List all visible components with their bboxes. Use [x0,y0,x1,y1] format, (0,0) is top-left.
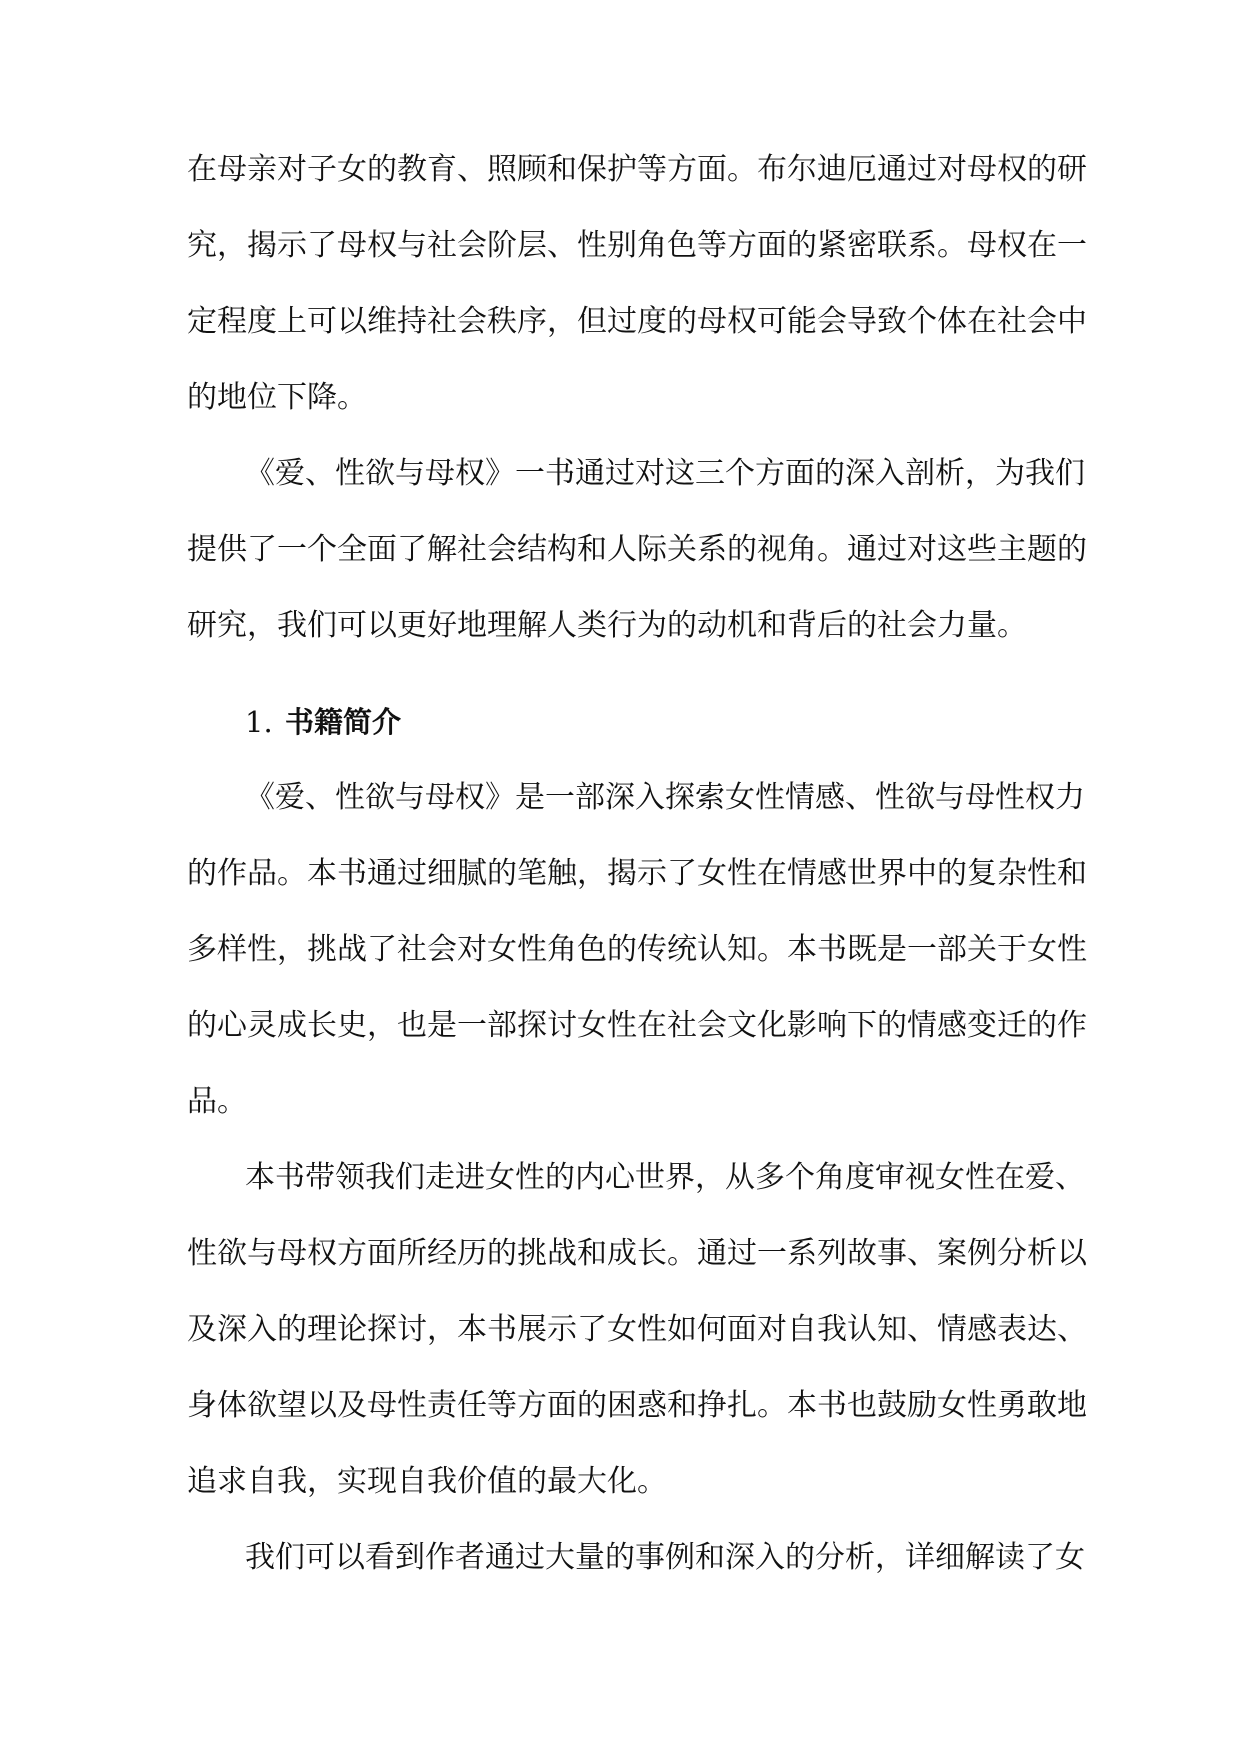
text-line: 定程度上可以维持社会秩序，但过度的母权可能会导致个体在社会中 [187,304,1087,339]
paragraph-mother-power [187,132,1087,436]
text-line: 研究，我们可以更好地理解人类行为的动机和背后的社会力量。 [187,608,1027,643]
text-line: 品。 [187,1084,247,1119]
section-number: 1. [245,705,273,739]
text-line: 《爱、性欲与母权》一书通过对这三个方面的深入剖析，为我们 [245,456,1085,491]
text-line: 多样性，挑战了社会对女性角色的传统认知。本书既是一部关于女性 [187,932,1087,967]
document-body [187,132,1087,1596]
text-line: 的地位下降。 [187,380,367,415]
paragraph-inner-world [187,1140,1087,1520]
text-line: 我们可以看到作者通过大量的事例和深入的分析，详细解读了女 [245,1540,1085,1575]
text-line: 性欲与母权方面所经历的挑战和成长。通过一系列故事、案例分析以 [187,1236,1087,1271]
text-line: 及深入的理论探讨，本书展示了女性如何面对自我认知、情感表达、 [187,1312,1087,1347]
paragraph-book-intro [187,760,1087,1140]
text-line: 的作品。本书通过细腻的笔触，揭示了女性在情感世界中的复杂性和 [187,856,1087,891]
text-line: 《爱、性欲与母权》是一部深入探索女性情感、性欲与母性权力 [245,780,1085,815]
text-line: 追求自我，实现自我价值的最大化。 [187,1464,667,1499]
text-line: 的心灵成长史，也是一部探讨女性在社会文化影响下的情感变迁的作 [187,1008,1087,1043]
spacer [187,664,1067,684]
text-line: 究，揭示了母权与社会阶层、性别角色等方面的紧密联系。母权在一 [187,228,1087,263]
paragraph-author-analysis [187,1520,1085,1596]
text-line: 提供了一个全面了解社会结构和人际关系的视角。通过对这些主题的 [187,532,1087,567]
text-line: 身体欲望以及母性责任等方面的困惑和挣扎。本书也鼓励女性勇敢地 [187,1388,1087,1423]
text-line: 在母亲对子女的教育、照顾和保护等方面。布尔迪厄通过对母权的研 [187,152,1087,187]
text-line: 本书带领我们走进女性的内心世界，从多个角度审视女性在爱、 [245,1160,1085,1195]
section-title: 书籍简介 [285,705,402,739]
section-heading [187,684,1067,760]
paragraph-summary [187,436,1087,664]
